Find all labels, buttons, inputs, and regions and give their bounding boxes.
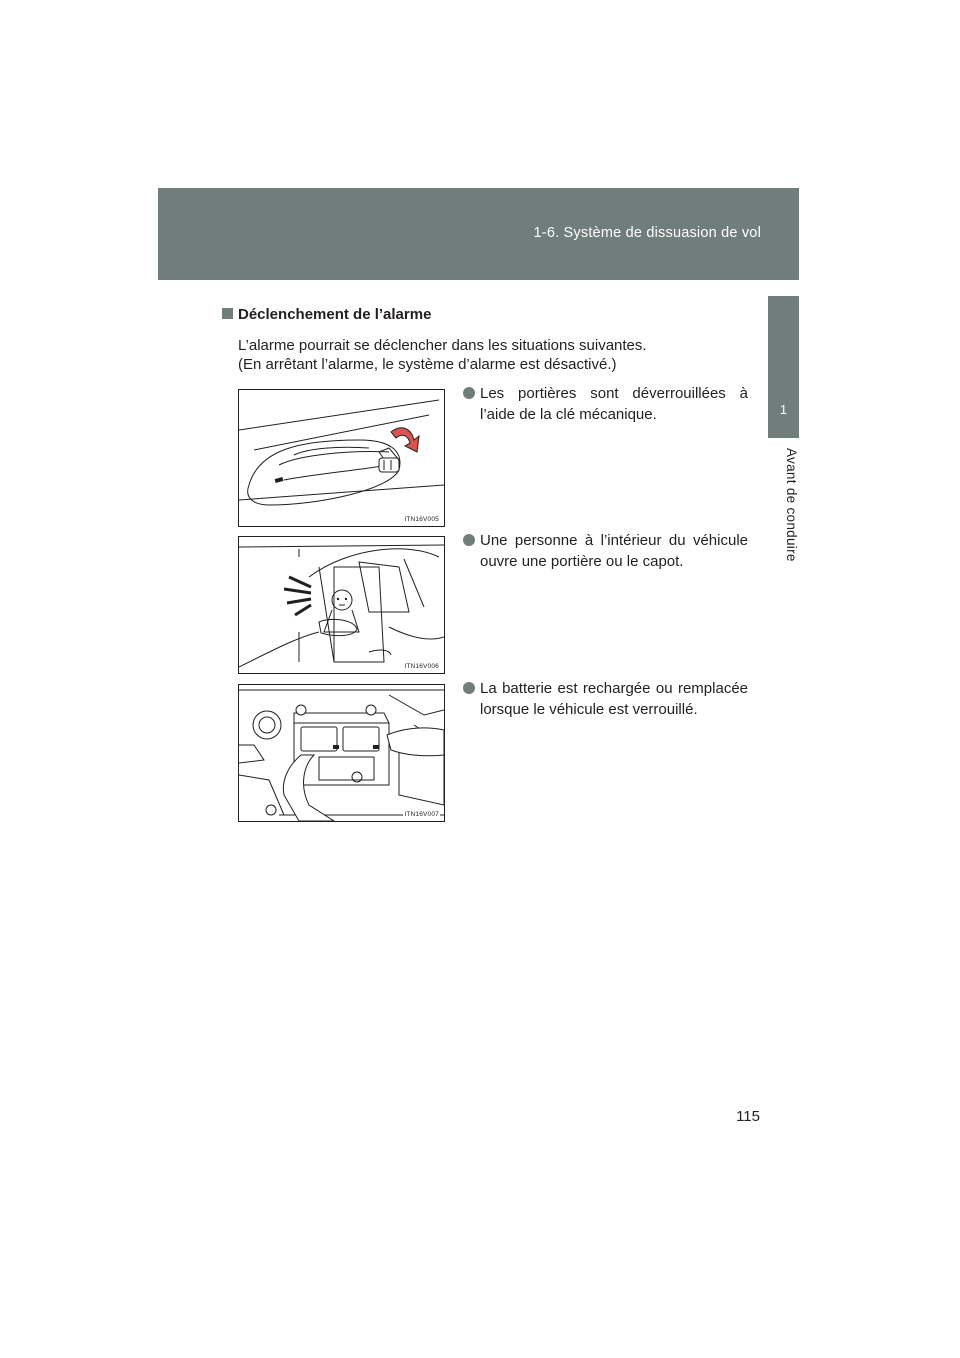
chapter-label: Avant de conduire bbox=[784, 448, 799, 562]
round-bullet-icon bbox=[463, 387, 475, 399]
section-heading-text: Déclenchement de l’alarme bbox=[238, 306, 432, 323]
figure-code: ITN16V005 bbox=[404, 516, 439, 523]
chapter-tab bbox=[768, 296, 799, 438]
section-title: 1-6. Système de dissuasion de vol bbox=[533, 225, 761, 241]
intro-line-2: (En arrêtant l’alarme, le système d’alarme est désactivé.) bbox=[238, 356, 617, 373]
list-item-text: Une personne à l’intérieur du véhicule ouvre une portière ou le capot. bbox=[480, 532, 748, 570]
battery-illustration bbox=[239, 685, 444, 821]
list-item bbox=[463, 383, 748, 425]
list-item-text: Les portières sont déverrouillées à l’aide de la clé mécanique. bbox=[480, 385, 748, 423]
round-bullet-icon bbox=[463, 534, 475, 546]
round-bullet-icon bbox=[463, 682, 475, 694]
figure-person-opening-door bbox=[238, 536, 445, 674]
intro-line-1: L’alarme pourrait se déclencher dans les situations suivantes. bbox=[238, 337, 647, 354]
person-in-car-illustration bbox=[239, 537, 444, 673]
figure-battery bbox=[238, 684, 445, 822]
figure-code: ITN16V007 bbox=[404, 811, 439, 818]
page-number: 115 bbox=[736, 1108, 760, 1125]
figure-code: ITN16V006 bbox=[404, 663, 439, 670]
figure-door-handle bbox=[238, 389, 445, 527]
list-item-text: La batterie est rechargée ou remplacée lorsque le véhicule est verrouillé. bbox=[480, 680, 748, 718]
header-bar bbox=[158, 188, 799, 280]
list-item bbox=[463, 678, 748, 720]
door-handle-illustration bbox=[239, 390, 444, 526]
square-bullet-icon bbox=[222, 308, 233, 319]
section-heading bbox=[222, 306, 431, 323]
list-item bbox=[463, 530, 748, 572]
chapter-number: 1 bbox=[779, 402, 788, 417]
intro-paragraph bbox=[238, 336, 758, 374]
